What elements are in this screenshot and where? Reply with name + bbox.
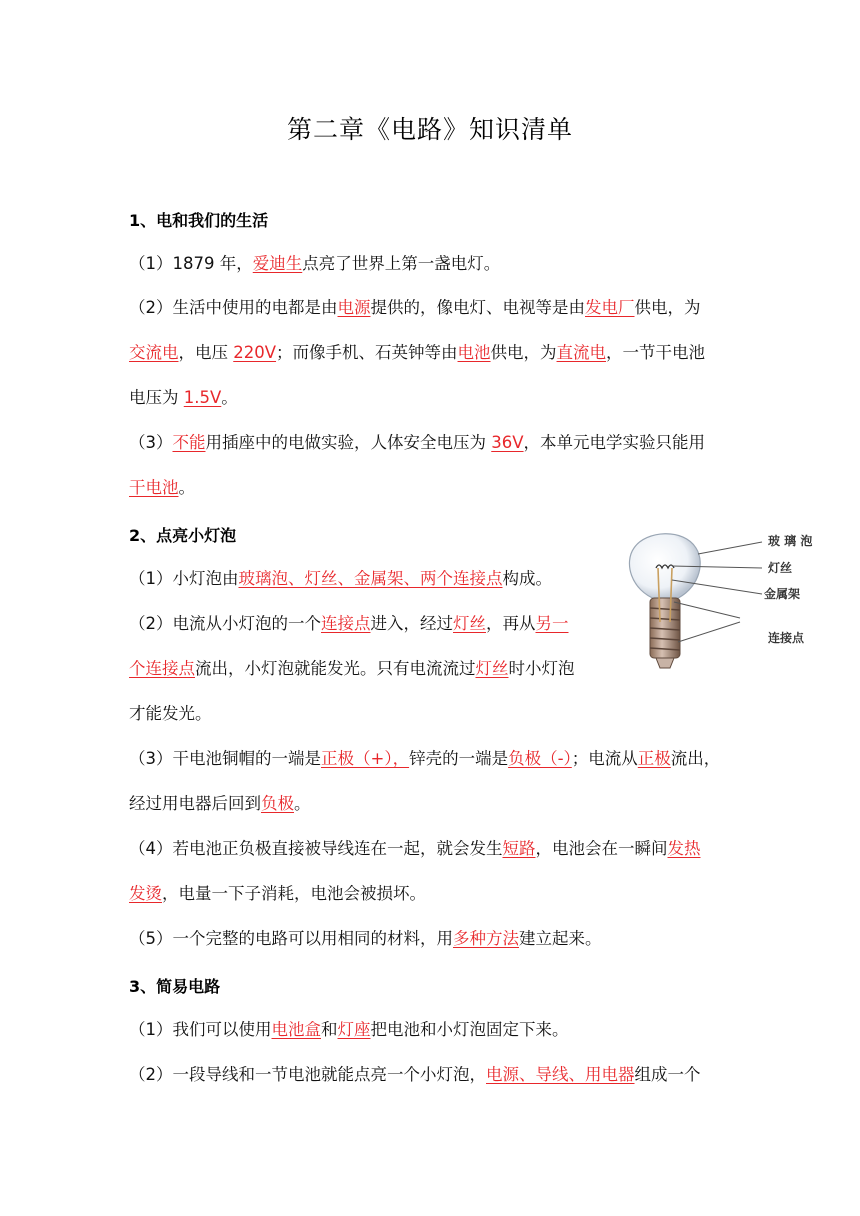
text: ；电流从 <box>571 749 638 768</box>
text: 把电池和小灯泡固定下来。 <box>370 1020 569 1039</box>
answer-blank: 负极（-） <box>508 749 572 768</box>
text: 进入，经过 <box>370 614 453 633</box>
page-title: 第二章《电路》知识清单 <box>286 115 573 144</box>
s2-p2-line-3 <box>129 704 212 724</box>
text: 点亮了世界上第一盏电灯。 <box>302 254 501 273</box>
text: 经过用电器后回到 <box>129 794 261 813</box>
bulb-base-icon <box>650 598 680 668</box>
s2-p4-line-1 <box>129 839 701 859</box>
text: 流出， <box>670 749 721 768</box>
answer-blank: 多种方法 <box>453 929 519 948</box>
s3-p1-line <box>129 1020 569 1040</box>
answer-blank: 正极 <box>637 749 671 768</box>
text: ，一节干电池 <box>606 343 706 362</box>
label-frame: 金属架 <box>764 587 801 601</box>
answer-blank: 发电厂 <box>585 298 635 317</box>
text: （1）我们可以使用 <box>129 1020 272 1039</box>
s1-p3-line-1 <box>129 433 705 453</box>
answer-blank: 电源、导线、用电器 <box>486 1065 635 1084</box>
s2-p1-line <box>129 569 552 589</box>
text: （5）一个完整的电路可以用相同的材料，用 <box>129 929 453 948</box>
text: 供电，为 <box>634 298 701 317</box>
text: （4）若电池正负极直接被导线连在一起，就会发生 <box>129 839 503 858</box>
s3-p2-line <box>129 1065 701 1085</box>
answer-blank: 电池盒 <box>271 1020 321 1039</box>
answer-blank: 爱迪生 <box>252 254 303 273</box>
text: ，电量一下子消耗，电池会被损坏。 <box>162 884 426 903</box>
answer-blank: 电源 <box>337 298 371 317</box>
answer-blank: 1.5V <box>183 388 222 407</box>
text: （1）1879 年， <box>129 254 253 273</box>
light-bulb-diagram <box>612 522 832 682</box>
text: 。 <box>178 478 195 497</box>
answer-blank: 发烫 <box>129 884 162 903</box>
s2-p3-line-2 <box>129 794 311 814</box>
text: 才能发光。 <box>129 704 212 723</box>
text: （2）一段导线和一节电池就能点亮一个小灯泡， <box>129 1065 486 1084</box>
text: （2）生活中使用的电都是由 <box>129 298 338 317</box>
text: （3） <box>129 433 173 452</box>
answer-blank: 36V <box>491 433 524 452</box>
s2-p2-line-2 <box>129 659 575 679</box>
answer-blank: 干电池 <box>129 478 179 497</box>
s2-p2-line-1 <box>129 614 569 634</box>
s2-p5-line <box>129 929 602 949</box>
text: 。 <box>294 794 311 813</box>
answer-blank: 个连接点 <box>129 659 195 678</box>
text: 和 <box>321 1020 338 1039</box>
answer-blank: 灯丝 <box>475 659 509 678</box>
text: 锌壳的一端是 <box>409 749 509 768</box>
s2-p3-line-1 <box>129 749 720 769</box>
s1-p2-line-3 <box>129 388 238 408</box>
s1-p2-line-2 <box>129 343 705 363</box>
text: （1）小灯泡由 <box>129 569 239 588</box>
text: 流出，小灯泡就能发光。只有电流流过 <box>195 659 476 678</box>
answer-blank: 另一 <box>535 614 569 633</box>
s2-p4-line-2 <box>129 884 426 904</box>
text: 提供的，像电灯、电视等是由 <box>370 298 585 317</box>
text: ；而像手机、石英钟等由 <box>276 343 458 362</box>
section-heading-1: 1、电和我们的生活 <box>129 211 269 230</box>
answer-blank: 不能 <box>172 433 206 452</box>
answer-blank: 玻璃泡、灯丝、金属架、两个连接点 <box>238 569 503 588</box>
s1-p1-line <box>129 254 500 274</box>
s1-p3-line-2 <box>129 478 195 498</box>
section-heading-2: 2、点亮小灯泡 <box>129 526 237 545</box>
text: 时小灯泡 <box>508 659 575 678</box>
text: ，电压 <box>178 343 234 362</box>
answer-blank: 直流电 <box>556 343 607 362</box>
answer-blank: 正极（+）， <box>321 749 410 768</box>
answer-blank: 发热 <box>667 839 701 858</box>
answer-blank: 交流电 <box>129 343 179 362</box>
answer-blank: 灯丝 <box>453 614 486 633</box>
section-heading-3: 3、简易电路 <box>129 977 221 996</box>
s1-p2-line-1 <box>129 298 701 318</box>
answer-blank: 短路 <box>502 839 536 858</box>
text: ，再从 <box>486 614 536 633</box>
answer-blank: 220V <box>233 343 277 362</box>
text: 供电，为 <box>490 343 557 362</box>
text: 。 <box>221 388 238 407</box>
text: （3）干电池铜帽的一端是 <box>129 749 321 768</box>
label-glass: 玻 璃 泡 <box>768 534 813 548</box>
text: 用插座中的电做实验，人体安全电压为 <box>205 433 492 452</box>
text: 构成。 <box>502 569 552 588</box>
text: （2）电流从小灯泡的一个 <box>129 614 321 633</box>
answer-blank: 连接点 <box>321 614 371 633</box>
text: ，电池会在一瞬间 <box>535 839 668 858</box>
answer-blank: 电池 <box>457 343 491 362</box>
label-contact: 连接点 <box>768 631 805 645</box>
answer-blank: 负极 <box>261 794 294 813</box>
text: 电压为 <box>129 388 184 407</box>
text: 建立起来。 <box>519 929 602 948</box>
label-filament: 灯丝 <box>768 561 793 575</box>
answer-blank: 灯座 <box>337 1020 371 1039</box>
text: 组成一个 <box>634 1065 701 1084</box>
text: ，本单元电学实验只能用 <box>523 433 706 452</box>
